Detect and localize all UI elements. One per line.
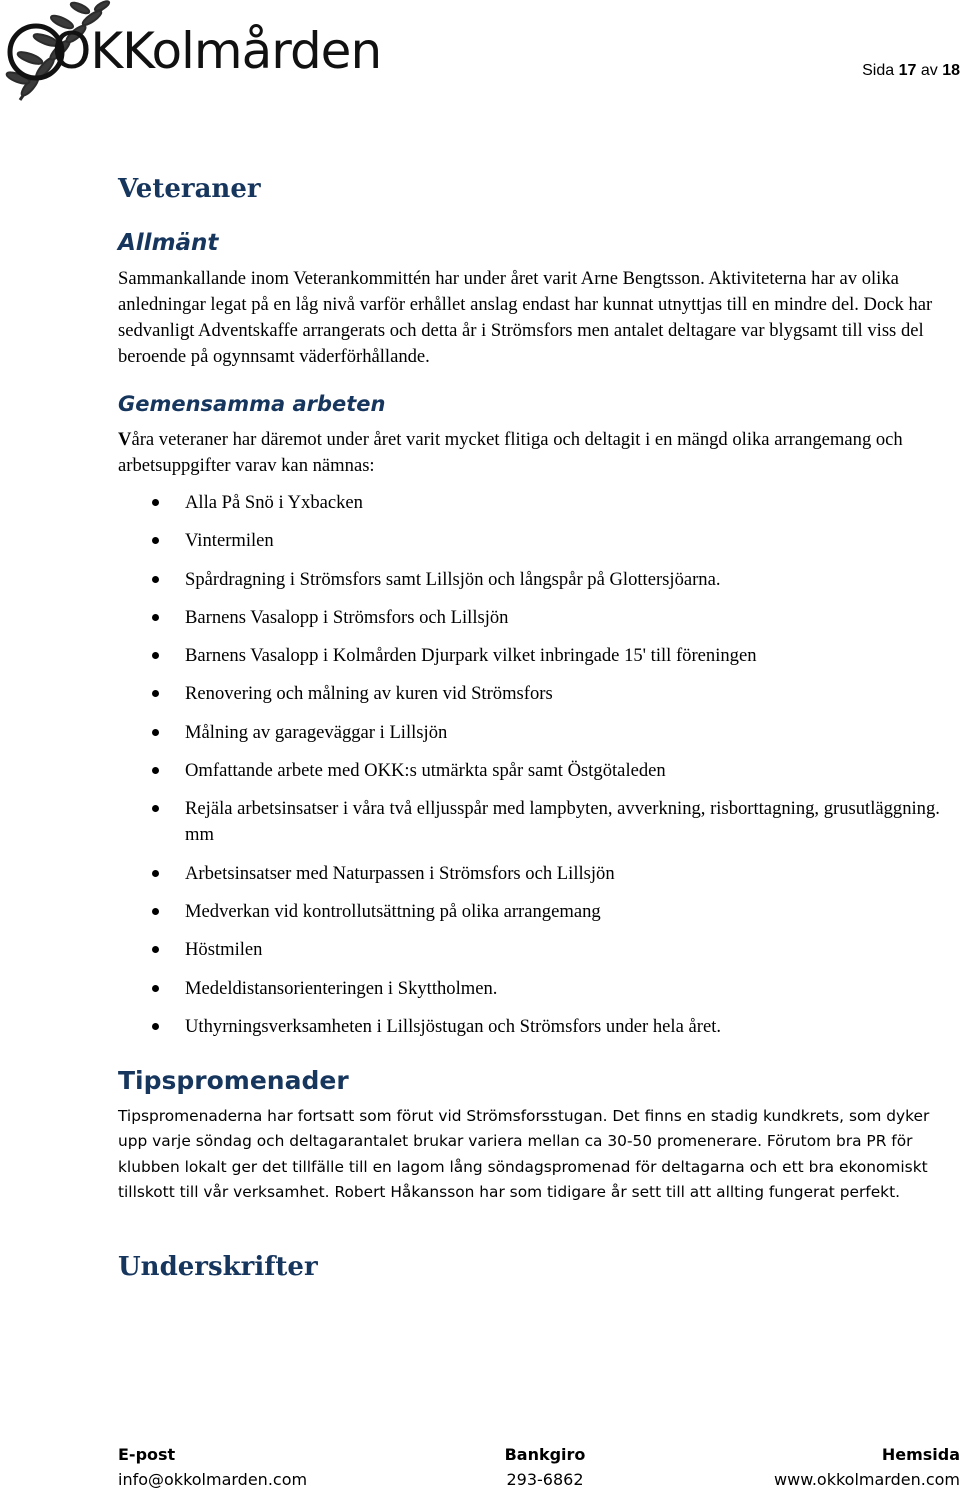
list-item — [118, 899, 960, 925]
list-item — [118, 490, 960, 516]
bullet-icon — [152, 946, 159, 953]
list-item-text: Renovering och målning av kuren vid Strömsfors — [185, 683, 553, 705]
list-item — [118, 567, 960, 593]
footer-email — [118, 1442, 307, 1492]
footer-bankgiro — [490, 1442, 600, 1492]
section-title-underskrifter: Underskrifter — [118, 1252, 318, 1282]
bullet-icon — [152, 729, 159, 736]
page-label: Sida — [862, 62, 895, 79]
footer-website — [774, 1442, 960, 1492]
list-item-text: Omfattande arbete med OKK:s utmärkta spår samt Östgötaleden — [185, 760, 666, 782]
paragraph-gemensamma — [118, 427, 960, 479]
footer-bankgiro-label: Bankgiro — [504, 1445, 586, 1464]
list-item-text: Uthyrningsverksamheten i Lillsjöstugan och Strömsfors under hela året. — [185, 1015, 722, 1037]
bullet-icon — [152, 690, 159, 697]
page-total: 18 — [942, 62, 960, 79]
list-item-text: Alla På Snö i Yxbacken — [185, 492, 363, 513]
bullet-icon — [152, 614, 159, 621]
bullet-icon — [152, 805, 159, 812]
list-item-text: Barnens Vasalopp i Kolmården Djurpark vilket inbringade 15' till föreningen — [185, 645, 757, 667]
bullet-icon — [152, 767, 159, 774]
list-item — [118, 528, 960, 554]
subheading-gemensamma: Gemensamma arbeten — [118, 392, 386, 416]
list-item — [118, 937, 960, 963]
list-item — [118, 605, 960, 631]
bullet-icon — [152, 1023, 159, 1030]
bullet-icon — [152, 652, 159, 659]
list-item — [118, 1014, 960, 1040]
drop-letter: V — [118, 429, 132, 450]
page-footer — [118, 1442, 960, 1492]
footer-bankgiro-value: 293-6862 — [506, 1470, 584, 1489]
footer-website-label: Hemsida — [881, 1445, 960, 1464]
list-item — [118, 643, 960, 669]
list-item — [118, 796, 960, 848]
list-item — [118, 720, 960, 746]
list-item — [118, 976, 960, 1002]
list-item-text: Medverkan vid kontrollutsättning på olika arrangemang — [185, 900, 601, 922]
bullet-icon — [152, 576, 159, 583]
subheading-allmant: Allmänt — [118, 230, 219, 256]
list-item-text: Medeldistansorienteringen i Skyttholmen. — [185, 977, 498, 999]
section-title-tipspromenader: Tipspromenader — [118, 1066, 349, 1095]
list-item-text: Rejäla arbetsinsatser i våra två elljusspår med lampbyten, avverkning, risborttagning, grusutläggning. mm — [185, 798, 940, 846]
list-item — [118, 758, 960, 784]
list-item-text: Spårdragning i Strömsfors samt Lillsjön och långspår på Glottersjöarna. — [185, 568, 721, 590]
list-item — [118, 861, 960, 887]
footer-website-value[interactable]: www.okkolmarden.com — [774, 1470, 960, 1489]
list-item — [118, 681, 960, 707]
logo-wordmark: OKKolmården — [52, 22, 382, 80]
paragraph-allmant: Sammankallande inom Veterankommittén har under året varit Arne Bengtsson. Aktiviteterna har av olika anledningar legat på en låg nivå varför erhållet anslag endast har kunnat utnyttjas till en mindre del. Dock har sedvanligt Adventskaffe arrangerats och detta år i Strömsfors men antalet deltagare var blygsamt till viss del beroende på ogynnsamt väderförhållande. — [118, 268, 933, 367]
page-number — [862, 62, 960, 80]
page-of: av — [920, 62, 938, 79]
bullet-icon — [152, 499, 159, 506]
paragraph-tipspromenader: Tipspromenaderna har fortsatt som förut vid Strömsforsstugan. Det finns en stadig kundkrets, som dyker upp varje söndag och deltagarantalet brukar variera mellan ca 30-50 promenerare. Förutom bra PR för klubben lokalt ger det tillfälle till en lagom lång söndagspromenad för deltagarna och ett bra ekonomiskt tillskott till vår verksamhet. Robert Håkansson har som tidigare år sett till att allting fungerat perfekt. — [118, 1107, 930, 1202]
list-item-text: Barnens Vasalopp i Strömsfors och Lillsjön — [185, 606, 509, 628]
club-logo — [0, 0, 420, 110]
bullet-icon — [152, 870, 159, 877]
page-current: 17 — [898, 62, 917, 79]
task-list — [118, 490, 960, 1052]
bullet-icon — [152, 537, 159, 544]
footer-email-value[interactable]: info@okkolmarden.com — [118, 1470, 308, 1489]
section-title-veteraner: Veteraner — [118, 174, 261, 204]
list-item-text: Målning av garageväggar i Lillsjön — [185, 721, 448, 743]
bullet-icon — [152, 985, 159, 992]
footer-email-label: E-post — [118, 1445, 176, 1464]
bullet-icon — [152, 908, 159, 915]
list-item-text: Vintermilen — [185, 530, 274, 552]
list-item-text: Höstmilen — [185, 939, 263, 961]
list-item-text: Arbetsinsatser med Naturpassen i Strömsfors och Lillsjön — [185, 862, 615, 884]
paragraph-gemensamma-text: åra veteraner har däremot under året varit mycket flitiga och deltagit i en mängd olika arrangemang och arbetsuppgifter varav kan nämnas: — [118, 429, 903, 476]
